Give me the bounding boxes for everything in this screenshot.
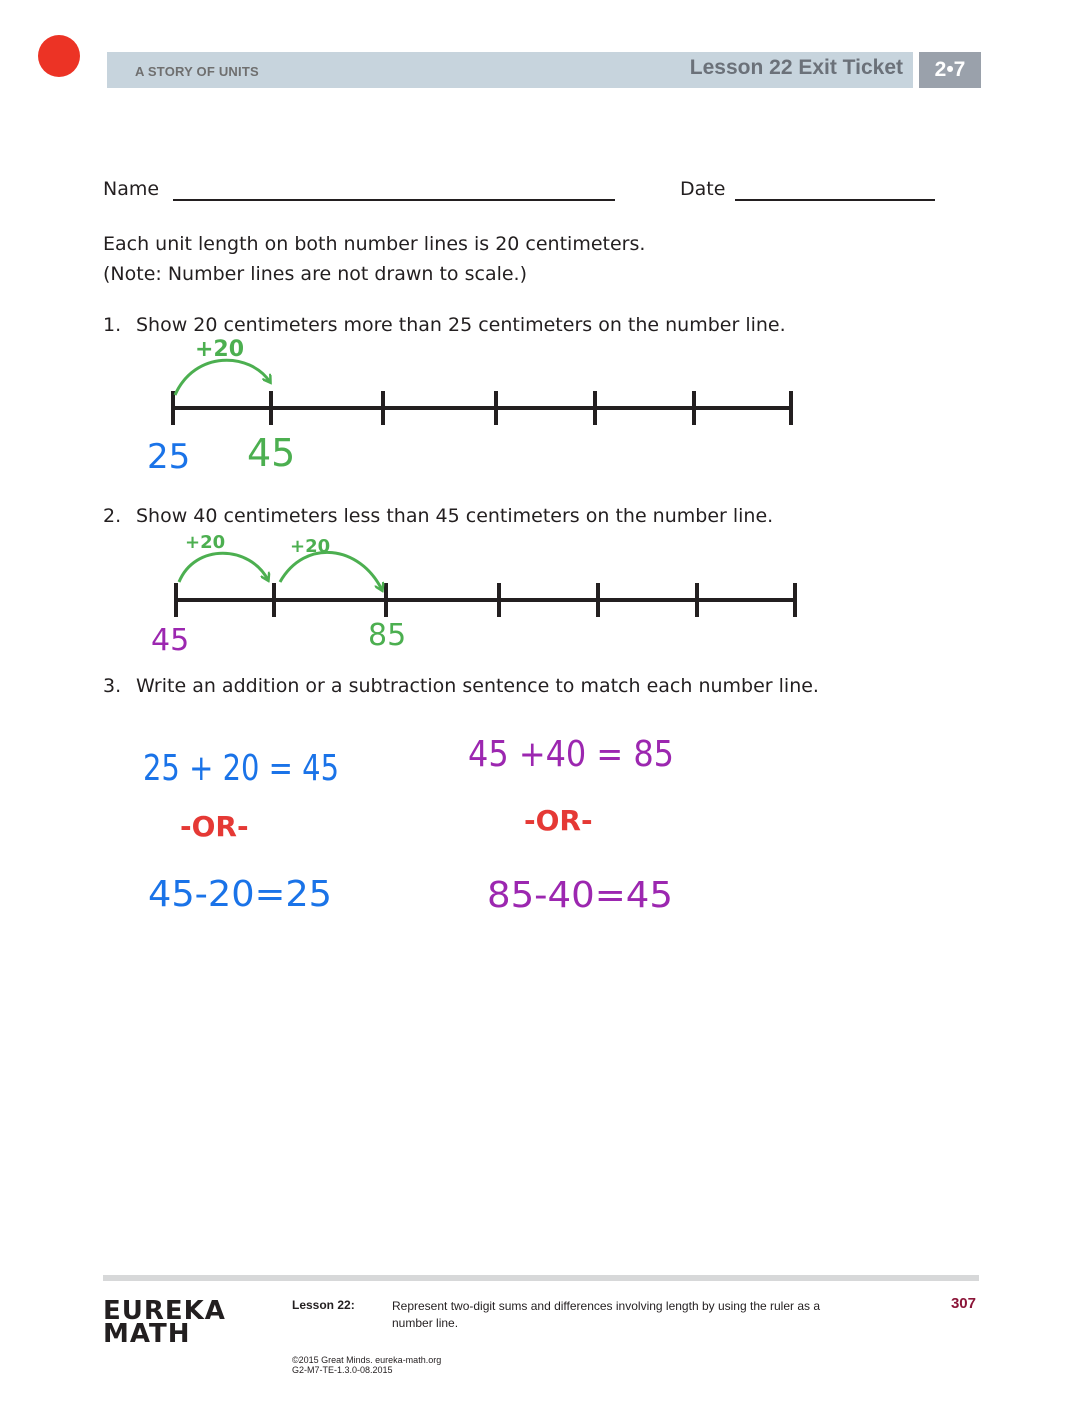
answer-right-or: -OR- [524, 804, 593, 837]
number-line-1 [173, 393, 791, 423]
footer-description: Represent two-digit sums and differences involving length by using the ruler as a number line. [392, 1299, 821, 1330]
eureka-math-logo [103, 1296, 226, 1349]
document-code: G2-M7-TE-1.3.0-08.2015 [292, 1365, 393, 1375]
jump-arc-q2-first [179, 553, 268, 582]
footer-rule [103, 1275, 979, 1281]
question-3-text: Write an addition or a subtraction sentence to match each number line. [136, 675, 819, 697]
logo-line-2: MATH [103, 1319, 191, 1349]
intro-line-2: (Note: Number lines are not drawn to scale.) [103, 263, 528, 285]
footer-lesson-label: Lesson 22: [292, 1298, 355, 1312]
question-1-text: Show 20 centimeters more than 25 centimeters on the number line. [136, 314, 786, 336]
footer-copyright [292, 1355, 441, 1375]
jump-label-q1: +20 [195, 337, 245, 362]
answer-right-equation-2: 85-40=45 [487, 875, 673, 916]
start-value-q2: 45 [151, 623, 190, 658]
jump-label-q2-first: +20 [185, 532, 226, 553]
question-2-number: 2. [103, 505, 122, 527]
grade-module-badge: 2•7 [919, 52, 981, 88]
intro-line-1: Each unit length on both number lines is 20 centimeters. [103, 233, 646, 255]
answer-left-equation-1: 25 + 20 = 45 [143, 748, 339, 789]
jump-arc-q1 [175, 360, 270, 395]
question-2-text: Show 40 centimeters less than 45 centimeters on the number line. [136, 505, 774, 527]
number-line-2 [176, 585, 795, 615]
copyright-text: ©2015 Great Minds. eureka-math.org [292, 1355, 442, 1365]
end-value-q1: 45 [247, 431, 296, 475]
question-3-number: 3. [103, 675, 122, 697]
answer-left-equation-2: 45-20=25 [148, 874, 332, 915]
end-value-q2: 85 [368, 618, 407, 653]
jump-arc-q2-second [280, 552, 382, 590]
answer-left-or: -OR- [180, 810, 249, 843]
lesson-title: Lesson 22 Exit Ticket [689, 56, 903, 79]
jump-label-q2-second: +20 [290, 536, 331, 557]
page-number: 307 [950, 1295, 976, 1312]
logo-line-1: EUREKA [103, 1296, 226, 1326]
question-1-number: 1. [103, 314, 122, 336]
date-label: Date [680, 178, 726, 200]
answer-right-equation-1: 45 +40 = 85 [468, 734, 674, 775]
start-value-q1: 25 [147, 437, 191, 477]
series-title: A STORY OF UNITS [135, 64, 259, 79]
name-label: Name [103, 178, 160, 200]
